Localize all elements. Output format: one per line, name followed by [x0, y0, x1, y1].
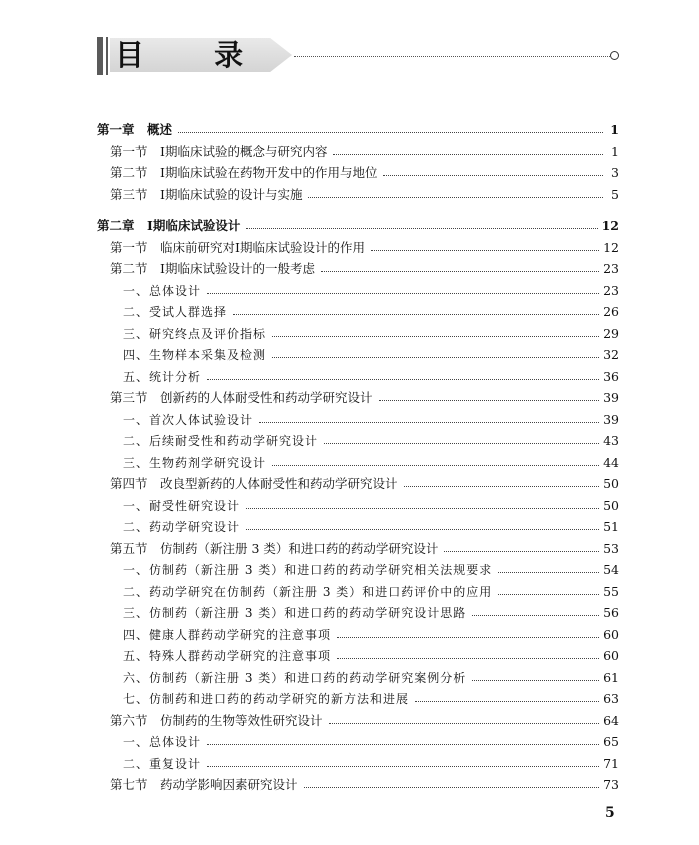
toc-entry-title: 六、仿制药（新注册 3 类）和进口药的药动学研究案例分析 [123, 670, 467, 685]
dot-leader [272, 336, 599, 337]
toc-entry-title: 四、健康人群药动学研究的注意事项 [123, 627, 332, 642]
dot-leader [233, 314, 599, 315]
page-number: 5 [605, 805, 615, 821]
toc-section[interactable] [97, 237, 619, 259]
toc-page-number: 23 [603, 282, 619, 298]
toc-entry-title: 四、生物样本采集及检测 [123, 348, 267, 362]
toc-subsection[interactable] [97, 688, 619, 710]
toc-page-number: 71 [603, 755, 619, 771]
toc-page-number: 39 [603, 390, 619, 405]
toc-entry-title: 第二章 Ⅰ期临床试验设计 [97, 218, 241, 233]
toc-subsection[interactable] [97, 753, 619, 775]
toc-page-number: 26 [603, 304, 619, 319]
toc-entry-title: 三、仿制药（新注册 3 类）和进口药的药动学研究设计思路 [123, 606, 467, 620]
dot-leader [472, 680, 599, 681]
table-of-contents [97, 119, 619, 796]
toc-page-number: 53 [603, 540, 619, 556]
toc-section[interactable] [97, 258, 619, 280]
dot-leader [272, 465, 599, 466]
header-bar [97, 37, 103, 75]
toc-subsection[interactable] [97, 452, 619, 474]
toc-entry-title: 一、首次人体试验设计 [123, 412, 254, 427]
toc-entry-title: 二、药动学研究设计 [123, 520, 241, 534]
toc-page-number: 44 [603, 454, 619, 470]
toc-subsection[interactable] [97, 301, 619, 323]
dot-leader [246, 508, 599, 509]
dot-leader [329, 723, 600, 724]
dot-leader [404, 486, 600, 487]
toc-section[interactable] [97, 141, 619, 163]
toc-subsection[interactable] [97, 602, 619, 624]
dot-leader [321, 271, 599, 272]
toc-entry-title: 三、生物药剂学研究设计 [123, 455, 267, 470]
toc-page-number: 23 [603, 261, 619, 276]
toc-page-number: 55 [603, 583, 619, 599]
toc-subsection[interactable] [97, 409, 619, 431]
dot-leader [333, 154, 603, 155]
page-title: 目 录 [115, 38, 274, 72]
dot-leader [308, 197, 603, 198]
dot-leader [178, 132, 603, 133]
toc-entry-title: 一、耐受性研究设计 [123, 498, 241, 513]
toc-entry-title: 第一章 概述 [97, 122, 173, 137]
dot-leader [383, 175, 603, 176]
toc-subsection[interactable] [97, 430, 619, 452]
dot-leader [207, 293, 599, 294]
toc-subsection[interactable] [97, 344, 619, 366]
toc-subsection[interactable] [97, 323, 619, 345]
toc-page-number: 43 [603, 433, 619, 448]
toc-entry-title: 第六节 仿制药的生物等效性研究设计 [110, 712, 323, 728]
toc-page-number: 73 [603, 777, 619, 792]
toc-section[interactable] [97, 538, 619, 560]
toc-entry-title: 七、仿制药和进口药的药动学研究的新方法和进展 [123, 692, 410, 706]
toc-subsection[interactable] [97, 280, 619, 302]
toc-page-number: 32 [603, 347, 619, 362]
toc-page-number: 36 [603, 368, 619, 384]
toc-subsection[interactable] [97, 731, 619, 753]
toc-page-number: 12 [601, 218, 619, 233]
toc-chapter[interactable] [97, 215, 619, 237]
toc-section[interactable] [97, 387, 619, 409]
toc-section[interactable] [97, 162, 619, 184]
toc-entry-title: 一、总体设计 [123, 735, 202, 749]
dot-leader [259, 422, 599, 423]
toc-page-number: 54 [603, 562, 619, 577]
dot-leader [304, 787, 600, 788]
toc-entry-title: 第二节 Ⅰ期临床试验在药物开发中的作用与地位 [110, 165, 378, 180]
toc-page-number: 1 [610, 122, 619, 137]
toc-subsection[interactable] [97, 516, 619, 538]
toc-section[interactable] [97, 774, 619, 796]
toc-page-number: 50 [603, 497, 619, 513]
dot-leader [246, 529, 599, 530]
toc-page-number: 3 [611, 165, 619, 180]
dot-leader [272, 357, 599, 358]
toc-page-number: 60 [603, 648, 619, 663]
dot-leader [498, 572, 599, 573]
toc-page-number: 65 [603, 734, 619, 749]
toc-page-number: 60 [603, 626, 619, 642]
toc-header [97, 37, 622, 79]
header-dotted-line [294, 56, 610, 57]
toc-entry-title: 第三节 创新药的人体耐受性和药动学研究设计 [110, 390, 373, 405]
toc-subsection[interactable] [97, 495, 619, 517]
toc-subsection[interactable] [97, 667, 619, 689]
toc-page-number: 63 [603, 691, 619, 706]
toc-entry-title: 二、受试人群选择 [123, 305, 228, 319]
dot-leader [246, 228, 597, 229]
dot-leader [207, 766, 599, 767]
dot-leader [379, 400, 600, 401]
dot-leader [337, 637, 599, 638]
toc-section[interactable] [97, 473, 619, 495]
toc-subsection[interactable] [97, 366, 619, 388]
toc-subsection[interactable] [97, 559, 619, 581]
toc-entry-title: 三、研究终点及评价指标 [123, 326, 267, 341]
toc-entry-title: 一、仿制药（新注册 3 类）和进口药的药动学研究相关法规要求 [123, 563, 493, 577]
dot-leader [415, 701, 599, 702]
toc-section[interactable] [97, 710, 619, 732]
toc-subsection[interactable] [97, 645, 619, 667]
header-bar-thin [106, 37, 108, 75]
dot-leader [498, 594, 599, 595]
toc-subsection[interactable] [97, 581, 619, 603]
toc-entry-title: 五、统计分析 [123, 369, 202, 384]
dot-leader [337, 658, 599, 659]
toc-entry-title: 二、重复设计 [123, 756, 202, 771]
toc-entry-title: 第四节 改良型新药的人体耐受性和药动学研究设计 [110, 476, 398, 491]
toc-page-number: 39 [603, 411, 619, 427]
toc-page-number: 29 [603, 325, 619, 341]
toc-entry-title: 第七节 药动学影响因素研究设计 [110, 777, 298, 792]
toc-page-number: 12 [603, 239, 619, 255]
toc-page-number: 61 [603, 669, 619, 685]
toc-entry-title: 一、总体设计 [123, 283, 202, 298]
toc-subsection[interactable] [97, 624, 619, 646]
dot-leader [371, 250, 599, 251]
toc-entry-title: 第五节 仿制药（新注册 3 类）和进口药的药动学研究设计 [110, 540, 439, 556]
toc-page-number: 51 [603, 519, 619, 534]
toc-page-number: 5 [611, 186, 619, 202]
dot-leader [472, 615, 599, 616]
toc-entry-title: 第三节 Ⅰ期临床试验的设计与实施 [110, 186, 303, 202]
toc-page-number: 56 [603, 605, 619, 620]
toc-chapter[interactable] [97, 119, 619, 141]
dot-leader [207, 379, 599, 380]
toc-section[interactable] [97, 184, 619, 206]
toc-entry-title: 第一节 Ⅰ期临床试验的概念与研究内容 [110, 143, 328, 159]
toc-entry-title: 第二节 Ⅰ期临床试验设计的一般考虑 [110, 261, 315, 276]
toc-entry-title: 二、后续耐受性和药动学研究设计 [123, 434, 319, 448]
toc-entry-title: 五、特殊人群药动学研究的注意事项 [123, 649, 332, 663]
toc-page-number: 1 [611, 143, 619, 159]
toc-page-number: 64 [603, 712, 619, 728]
toc-entry-title: 二、药动学研究在仿制药（新注册 3 类）和进口药评价中的应用 [123, 584, 493, 599]
dot-leader [324, 443, 599, 444]
dot-leader [207, 744, 599, 745]
toc-page-number: 50 [603, 476, 619, 491]
header-circle-ornament [610, 51, 619, 60]
toc-entry-title: 第一节 临床前研究对Ⅰ期临床试验设计的作用 [110, 239, 365, 255]
dot-leader [444, 551, 599, 552]
